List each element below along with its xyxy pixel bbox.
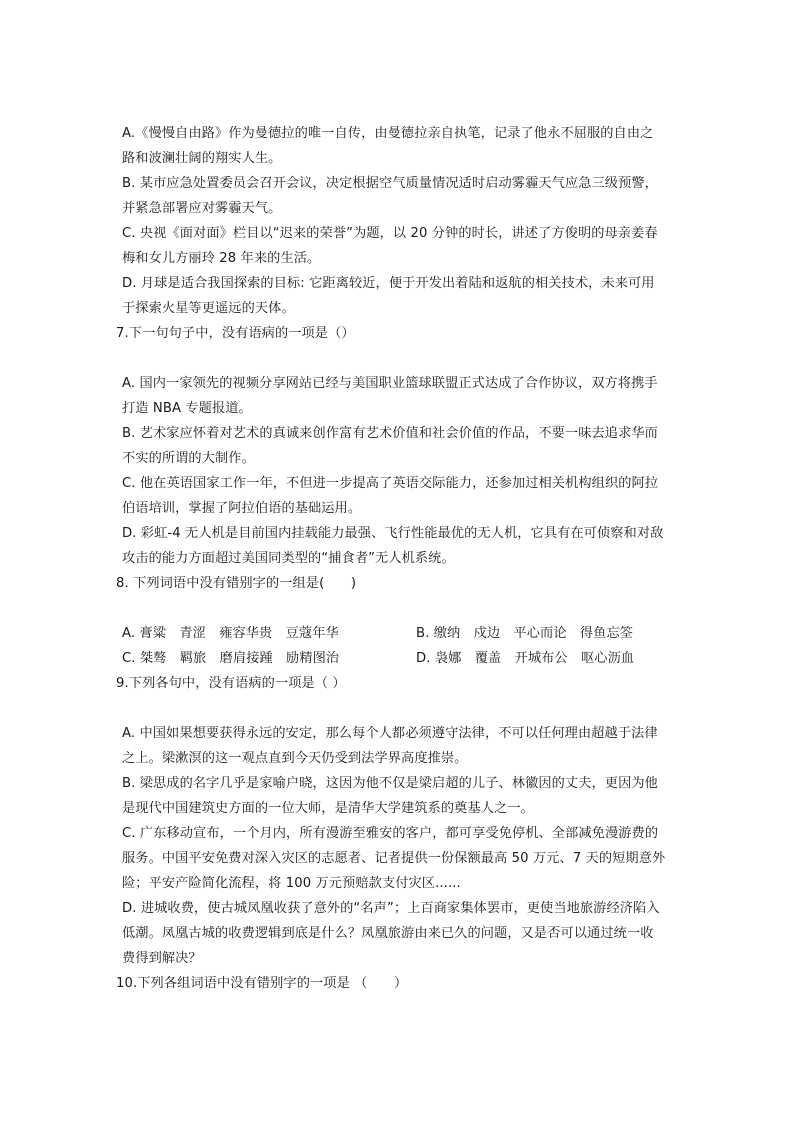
q6-option-c-line1: C. 央视《面对面》栏目以“迟来的荣誉”为题，以 20 分钟的时长，讲述了方俊明的母亲姜春 [122, 226, 658, 241]
q8-option-a: A. 膏粱 青涩 雍容华贵 豆蔻年华 [122, 626, 339, 641]
q9-option-c-line3: 险；平安产险简化流程，将 100 万元预赔款支付灾区...... [122, 876, 461, 891]
q9-option-c-line2: 服务。中国平安免费对深入灾区的志愿者、记者提供一份保额最高 50 万元、7 天的短期意外 [122, 851, 666, 866]
q7-option-a-line2: 打造 NBA 专题报道。 [122, 401, 252, 416]
q6-option-a-line2: 路和波澜壮阔的翔实人生。 [122, 151, 282, 166]
q7-option-b-line2: 不实的所谓的大制作。 [122, 451, 255, 466]
q7-option-d-line1: D. 彩虹-4 无人机是目前国内挂载能力最强、飞行性能最优的无人机，它具有在可侦察和对敌 [122, 526, 664, 541]
q6-option-a-line1: A.《慢慢自由路》作为曼德拉的唯一自传，由曼德拉亲自执笔，记录了他永不屈服的自由之 [122, 126, 654, 141]
q9-option-b-line1: B. 梁思成的名字几乎是家喻户晓，这因为他不仅是梁启超的儿子、林徽因的丈夫，更因为他 [122, 776, 658, 791]
q6-option-b-line2: 并紧急部署应对雾霾天气。 [122, 201, 282, 216]
q9-option-b-line2: 是现代中国建筑史方面的一位大师，是清华大学建筑系的奠基人之一。 [122, 801, 534, 816]
q8-option-c: C. 桀骜 羁旅 磨肩接踵 励精图治 [122, 651, 340, 666]
q9-option-a-line1: A. 中国如果想要获得永远的安定，那么每个人都必须遵守法律，不可以任何理由超越于法律 [122, 726, 658, 741]
q10-question: 10.下列各组词语中没有错别字的一项是 （ ） [116, 976, 408, 991]
q8-option-d: D. 袅娜 覆盖 开城布公 呕心沥血 [416, 651, 635, 666]
q7-option-c-line2: 伯语培训，掌握了阿拉伯语的基础运用。 [122, 501, 362, 516]
q7-option-a-line1: A. 国内一家领先的视频分享网站已经与美国职业篮球联盟正式达成了合作协议，双方将携手 [122, 376, 658, 391]
q6-option-b-line1: B. 某市应急处置委员会召开会议，决定根据空气质量情况适时启动雾霾天气应急三级预警， [122, 176, 658, 191]
q6-option-d-line2: 于探索火星等更遥远的天体。 [122, 301, 295, 316]
q8-option-b: B. 缴纳 戍边 平心而论 得鱼忘筌 [416, 626, 634, 641]
q8-question: 8. 下列词语中没有错别字的一组是( ) [116, 576, 357, 591]
q6-option-d-line1: D. 月球是适合我国探索的目标: 它距离较近，便于开发出着陆和返航的相关技术，未来可用 [122, 276, 655, 291]
q7-option-b-line1: B. 艺术家应怀着对艺术的真诚来创作富有艺术价值和社会价值的作品，不要一味去追求华而 [122, 426, 658, 441]
q7-option-d-line2: 攻击的能力方面超过美国同类型的“捕食者”无人机系统。 [122, 551, 455, 566]
q9-option-a-line2: 之上。梁漱溟的这一观点直到今天仍受到法学界高度推崇。 [122, 751, 468, 766]
q9-option-c-line1: C. 广东移动宣布，一个月内，所有漫游至雅安的客户，都可享受免停机、全部减免漫游费的 [122, 826, 659, 841]
q7-option-c-line1: C. 他在英语国家工作一年，不但进一步提高了英语交际能力，还参加过相关机构组织的阿拉 [122, 476, 659, 491]
q9-option-d-line1: D. 进城收费，使古城凤凰收获了意外的“名声”；上百商家集体罢市，更使当地旅游经济陷入 [122, 901, 660, 916]
q6-option-c-line2: 梅和女儿方丽玲 28 年来的生活。 [122, 251, 321, 266]
q7-question: 7.下一句句子中，没有语病的一项是（） [116, 326, 355, 341]
q9-option-d-line3: 费得到解决？ [122, 951, 202, 966]
q9-question: 9.下列各句中，没有语病的一项是（ ） [116, 676, 346, 691]
q9-option-d-line2: 低潮。凤凰古城的收费逻辑到底是什么？凤凰旅游由来已久的问题，又是否可以通过统一收 [122, 926, 654, 941]
